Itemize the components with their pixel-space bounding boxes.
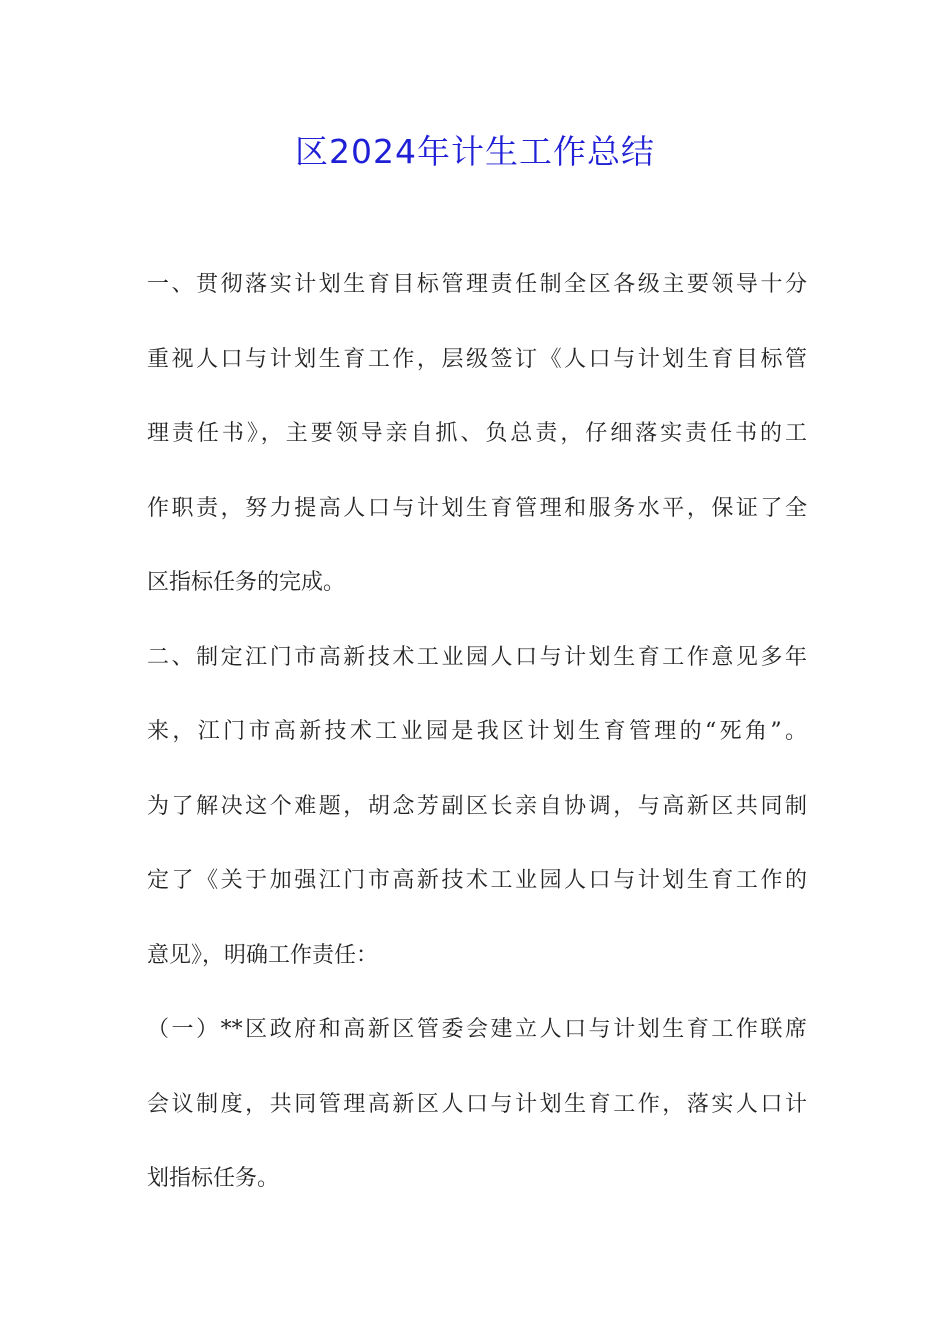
paragraph-3-line-3: 划指标任务。: [147, 1166, 280, 1191]
paragraph-1-line-5: 区指标任务的完成。: [147, 570, 346, 595]
paragraph-2-line-5: 意见》，明确工作责任：: [147, 943, 379, 968]
paragraph-3-line-1: （一）**区政府和高新区管委会建立人口与计划生育工作联席: [147, 1017, 807, 1042]
document-title: 区2024年计生工作总结: [295, 132, 655, 171]
paragraph-2-line-3: 为了解决这个难题，胡念芳副区长亲自协调，与高新区共同制: [147, 794, 807, 819]
paragraph-1-line-3: 理责任书》，主要领导亲自抓、负总责，仔细落实责任书的工: [147, 421, 807, 446]
paragraph-2-line-1: 二、制定江门市高新技术工业园人口与计划生育工作意见多年: [147, 645, 807, 670]
paragraph-2-line-2: 来，江门市高新技术工业园是我区计划生育管理的“死角”。: [147, 719, 807, 744]
paragraph-1-line-1: 一、贯彻落实计划生育目标管理责任制全区各级主要领导十分: [147, 272, 807, 297]
paragraph-1-line-4: 作职责，努力提高人口与计划生育管理和服务水平，保证了全: [147, 496, 807, 521]
paragraph-1-line-2: 重视人口与计划生育工作，层级签订《人口与计划生育目标管: [147, 347, 807, 372]
paragraph-2-line-4: 定了《关于加强江门市高新技术工业园人口与计划生育工作的: [147, 868, 807, 893]
paragraph-3-line-2: 会议制度，共同管理高新区人口与计划生育工作，落实人口计: [147, 1092, 807, 1117]
